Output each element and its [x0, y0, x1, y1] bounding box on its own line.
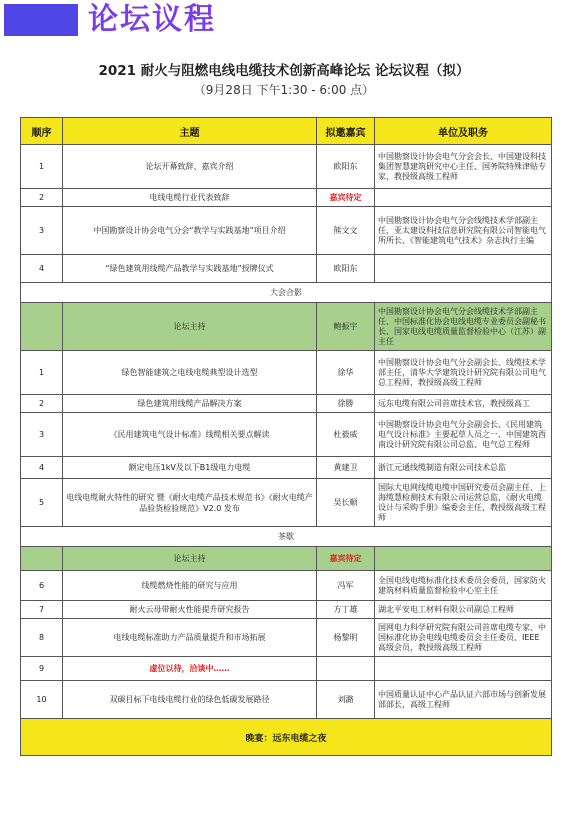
row-topic: 论坛主持	[63, 303, 317, 351]
section-label: 茶歇	[21, 527, 552, 547]
row-unit: 中国勘察设计协会电气分会副会长、线缆技术学部主任，清华大学建筑设计研究院有限公司电气总工程师，教授级高级工程师	[375, 351, 552, 395]
row-topic: 论坛开幕致辞、嘉宾介绍	[63, 145, 317, 189]
row-guest: 鲍振宇	[317, 303, 375, 351]
row-guest: 徐勝	[317, 395, 375, 413]
row-topic: “绿色建筑用线缆产品教学与实践基地”授牌仪式	[63, 255, 317, 283]
section-row	[21, 527, 552, 547]
row-topic: 论坛主持	[63, 547, 317, 571]
row-topic: 额定电压1kV及以下B1级电力电缆	[63, 457, 317, 479]
row-guest: 冯军	[317, 571, 375, 601]
row-number: 10	[21, 681, 63, 719]
section-row	[21, 283, 552, 303]
row-unit: 远东电缆有限公司首席技术官，教授级高工	[375, 395, 552, 413]
row-number	[21, 303, 63, 351]
row-topic: 虚位以待，洽谈中……	[63, 657, 317, 681]
row-guest: 嘉宾待定	[317, 547, 375, 571]
row-guest: 熊文文	[317, 207, 375, 255]
row-topic: 双碳目标下电线电缆行业的绿色低碳发展路径	[63, 681, 317, 719]
row-unit	[375, 657, 552, 681]
section-label: 大会合影	[21, 283, 552, 303]
row-number: 1	[21, 145, 63, 189]
row-number: 1	[21, 351, 63, 395]
row-number: 6	[21, 571, 63, 601]
row-unit: 浙江元通线缆制造有限公司技术总监	[375, 457, 552, 479]
row-topic: 中国勘察设计协会电气分会“教学与实践基地”项目介绍	[63, 207, 317, 255]
row-guest: 杨黎明	[317, 619, 375, 657]
row-unit: 国网电力科学研究院有限公司首席电缆专家、中国标准化协会电线电缆委员会主任委员、IEEE 高级会员，教授级高级工程师	[375, 619, 552, 657]
agenda-heading	[0, 60, 568, 98]
row-number	[21, 547, 63, 571]
table-row	[21, 255, 552, 283]
row-guest: 嘉宾待定	[317, 189, 375, 207]
row-number: 2	[21, 189, 63, 207]
row-number: 4	[21, 457, 63, 479]
row-unit: 中国质量认证中心产品认证六部市场与创新发展部部长，高级工程师	[375, 681, 552, 719]
row-topic: 绿色建筑用线缆产品解决方案	[63, 395, 317, 413]
agenda-subtitle: （9月28日 下午1:30 - 6:00 点）	[193, 83, 375, 97]
table-row	[21, 395, 552, 413]
row-unit: 中国勘察设计协会电气分会线缆技术学部副主任，亚太建设科技信息研究院有限公司智能电气所所长、《智能建筑电气技术》杂志执行主编	[375, 207, 552, 255]
row-guest: 刘潞	[317, 681, 375, 719]
row-topic: 电线电缆行业代表致辞	[63, 189, 317, 207]
row-guest: 黄建卫	[317, 457, 375, 479]
table-row	[21, 619, 552, 657]
table-header-row	[21, 118, 552, 145]
row-number: 3	[21, 207, 63, 255]
header-order: 顺序	[21, 118, 63, 145]
row-number: 4	[21, 255, 63, 283]
header-guest: 拟邀嘉宾	[317, 118, 375, 145]
table-row	[21, 571, 552, 601]
table-row	[21, 351, 552, 395]
table-row	[21, 189, 552, 207]
agenda-table	[20, 117, 552, 756]
row-guest: 欧阳东	[317, 145, 375, 189]
footer-row	[21, 719, 552, 756]
row-topic: 《民用建筑电气设计标准》线缆相关要点解读	[63, 413, 317, 457]
row-topic: 耐火云母带耐火性能提升研究报告	[63, 601, 317, 619]
row-number: 8	[21, 619, 63, 657]
row-number: 2	[21, 395, 63, 413]
row-topic: 线缆燃烧性能的研究与应用	[63, 571, 317, 601]
row-unit: 中国勘察设计协会电气分会会长、中国建设科技集团智慧建筑研究中心主任、国务院特殊津贴专家，教授级高级工程师	[375, 145, 552, 189]
header-unit: 单位及职务	[375, 118, 552, 145]
row-unit	[375, 255, 552, 283]
row-unit: 中国勘察设计协会电气分会线缆技术学部副主任、中国标准化协会电线电缆专业委员会副秘书长、国家电线电缆质量监督检验中心（江苏）副主任	[375, 303, 552, 351]
row-unit: 国际大电网线缆电缆中国研究委员会副主任、上海缆慧检测技术有限公司运营总监，《耐火电缆设计与采购手册》编委会主任，教授级高级工程师	[375, 479, 552, 527]
header-topic: 主题	[63, 118, 317, 145]
row-topic: 电线电缆耐火特性的研究 暨《耐火电缆产品技术规范书》《耐火电缆产品验货检验规范》V2.0 发布	[63, 479, 317, 527]
table-row	[21, 207, 552, 255]
row-number: 3	[21, 413, 63, 457]
row-number: 5	[21, 479, 63, 527]
table-row	[21, 479, 552, 527]
row-number: 7	[21, 601, 63, 619]
table-row	[21, 145, 552, 189]
table-row	[21, 657, 552, 681]
row-unit: 全国电线电缆标准化技术委员会委员，国家防火建筑材料质量监督检验中心室主任	[375, 571, 552, 601]
row-guest: 徐华	[317, 351, 375, 395]
table-row	[21, 457, 552, 479]
row-guest	[317, 657, 375, 681]
host-row	[21, 547, 552, 571]
table-row	[21, 681, 552, 719]
row-guest: 杜毅威	[317, 413, 375, 457]
banner-accent-bar	[4, 4, 78, 36]
row-unit: 中国勘察设计协会电气分会副会长、《民用建筑电气设计标准》主要起草人员之一、中国建筑西南设计研究院有限公司总监、电气总工程师	[375, 413, 552, 457]
row-guest: 方丁雄	[317, 601, 375, 619]
row-topic: 绿色智能建筑之电线电缆典型设计选型	[63, 351, 317, 395]
footer-dinner: 晚宴：远东电缆之夜	[21, 719, 552, 756]
agenda-title: 2021 耐火与阻燃电线电缆技术创新高峰论坛 论坛议程（拟）	[98, 63, 470, 79]
row-number: 9	[21, 657, 63, 681]
host-row	[21, 303, 552, 351]
row-unit	[375, 189, 552, 207]
row-topic: 电线电缆标准助力产品质量提升和市场拓展	[63, 619, 317, 657]
row-unit	[375, 547, 552, 571]
banner	[0, 0, 568, 40]
table-row	[21, 601, 552, 619]
banner-title: 论坛议程	[88, 2, 216, 37]
row-unit: 湖北平安电工材料有限公司副总工程师	[375, 601, 552, 619]
table-row	[21, 413, 552, 457]
row-guest: 吴长顺	[317, 479, 375, 527]
row-guest: 欧阳东	[317, 255, 375, 283]
